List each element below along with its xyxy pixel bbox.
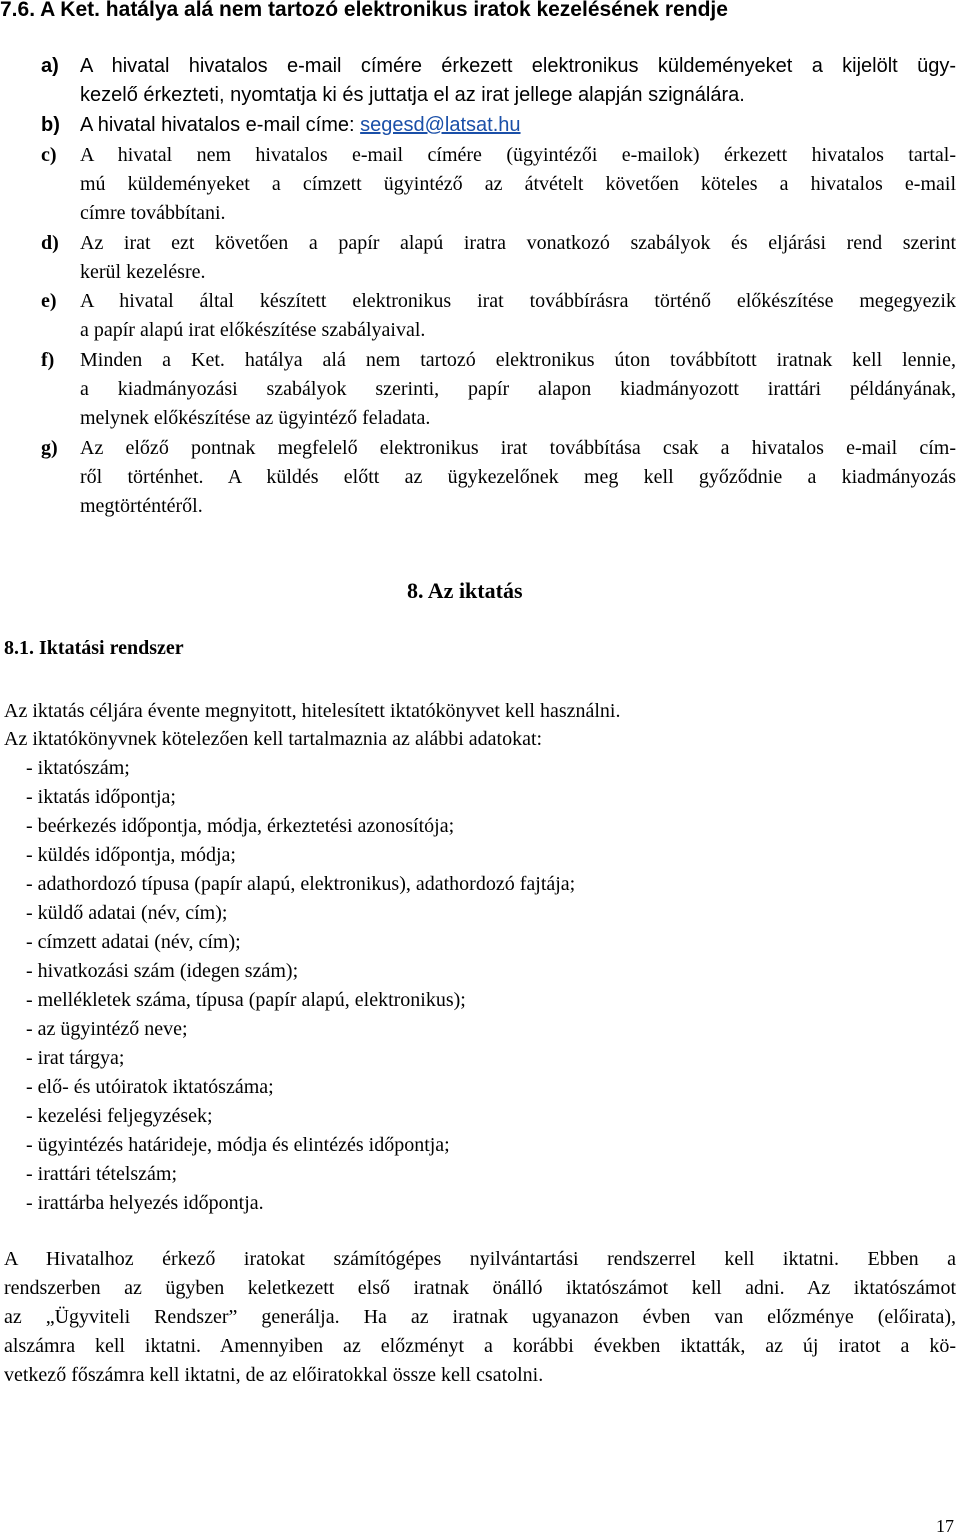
chapter-heading: 8. Az iktatás <box>407 578 523 603</box>
item-d-line-2: kerül kezelésre. <box>80 261 206 283</box>
closing-line-3: az „Ügyviteli Rendszer” generálja. Ha az iratnak ugyanazon évben van előzménye (előirata), <box>4 1306 956 1328</box>
item-d-line-1: Az irat ezt követően a papír alapú iratra vonatkozó szabályok és eljárási rend szerint <box>80 232 956 254</box>
list-item: - iktatószám; <box>26 757 130 779</box>
item-b-text <box>80 111 521 140</box>
item-f-line-2: a kiadmányozási szabályok szerinti, papír alapon kiadmányozott irattári példányának, <box>80 378 956 400</box>
item-b-prefix: A hivatal hivatalos e-mail címe: <box>80 114 361 136</box>
item-label: e) <box>41 290 57 312</box>
list-item: - irattárba helyezés időpontja. <box>26 1192 264 1214</box>
item-label: c) <box>41 144 57 166</box>
closing-line-2: rendszerben az ügyben keletkezett első iratnak önálló iktatószámot kell adni. Az iktatószámot <box>4 1277 956 1299</box>
list-item-f <box>41 346 78 375</box>
item-f-line-3: melynek előkészítése az ügyintéző feladata. <box>80 407 431 429</box>
list-item: - az ügyintéző neve; <box>26 1018 188 1040</box>
list-item-c <box>41 141 78 170</box>
sub-heading: 8.1. Iktatási rendszer <box>4 637 184 659</box>
item-label: f) <box>41 349 55 371</box>
list-item: - küldő adatai (név, cím); <box>26 902 228 924</box>
section-heading: 7.6. A Ket. hatálya alá nem tartozó elektronikus iratok kezelésének rendje <box>0 0 728 21</box>
item-e-line-1: A hivatal által készített elektronikus irat továbbírásra történő előkészítése megegyezik <box>80 290 956 312</box>
list-item-b <box>41 111 78 140</box>
item-label: d) <box>41 232 59 254</box>
page-number: 17 <box>936 1516 954 1536</box>
list-item: - kezelési feljegyzések; <box>26 1105 213 1127</box>
list-item-a <box>41 52 78 81</box>
list-item: - hivatkozási szám (idegen szám); <box>26 960 299 982</box>
item-g-line-3: megtörténtéről. <box>80 495 203 517</box>
item-e-line-2: a papír alapú irat előkészítése szabályaival. <box>80 319 426 341</box>
list-item-d <box>41 229 78 258</box>
list-item-g <box>41 434 78 463</box>
list-item: - címzett adatai (név, cím); <box>26 931 241 953</box>
list-item: - mellékletek száma, típusa (papír alapú, elektronikus); <box>26 989 466 1011</box>
list-item: - adathordozó típusa (papír alapú, elektronikus), adathordozó fajtája; <box>26 873 576 895</box>
list-item: - beérkezés időpontja, módja, érkeztetési azonosítója; <box>26 815 455 837</box>
item-label: g) <box>41 437 58 459</box>
email-link[interactable]: segesd@latsat.hu <box>360 114 521 136</box>
list-item: - küldés időpontja, módja; <box>26 844 236 866</box>
item-c-line-1: A hivatal nem hivatalos e-mail címére (ügyintézői e-mailok) érkezett hivatalos tartal- <box>80 144 956 166</box>
list-item: - elő- és utóiratok iktatószáma; <box>26 1076 274 1098</box>
item-f-line-1: Minden a Ket. hatálya alá nem tartozó elektronikus úton továbbított iratnak kell lennie, <box>80 349 956 371</box>
list-item-e <box>41 287 78 316</box>
item-c-line-3: címre továbbítani. <box>80 202 226 224</box>
required-data-list <box>26 754 575 1218</box>
closing-line-5: vetkező főszámra kell iktatni, de az előiratokkal össze kell csatolni. <box>4 1364 544 1386</box>
item-a-line-2: kezelő érkezteti, nyomtatja ki és juttatja el az irat jellege alapján szignálára. <box>80 84 745 106</box>
item-c-line-2: mú küldeményeket a címzett ügyintéző az átvételt követően köteles a hivatalos e-mail <box>80 173 956 195</box>
list-item: - iktatás időpontja; <box>26 786 176 808</box>
item-g-line-1: Az előző pontnak megfelelő elektronikus irat továbbítása csak a hivatalos e-mail cím- <box>80 437 956 459</box>
closing-line-1: A Hivatalhoz érkező iratokat számítógépes nyilvántartási rendszerrel kell iktatni. Ebben a <box>4 1248 956 1270</box>
intro-line-1: Az iktatás céljára évente megnyitott, hitelesített iktatókönyvet kell használni. <box>4 700 621 722</box>
intro-line-2: Az iktatókönyvnek kötelezően kell tartalmaznia az alábbi adatokat: <box>4 728 543 750</box>
list-item: - irattári tételszám; <box>26 1163 178 1185</box>
list-item: - ügyintézés határideje, módja és elintézés időpontja; <box>26 1134 450 1156</box>
closing-line-4: alszámra kell iktatni. Amennyiben az előzményt a korábbi években iktatták, az új iratot a kö- <box>4 1335 956 1357</box>
list-item: - irat tárgya; <box>26 1047 125 1069</box>
item-label: a) <box>41 55 59 77</box>
item-label: b) <box>41 114 60 136</box>
item-a-line-1: A hivatal hivatalos e-mail címére érkezett elektronikus küldeményeket a kijelölt ügy- <box>80 55 956 77</box>
item-g-line-2: ről történhet. A küldés előtt az ügykezelőnek meg kell győződnie a kiadmányozás <box>80 466 956 488</box>
